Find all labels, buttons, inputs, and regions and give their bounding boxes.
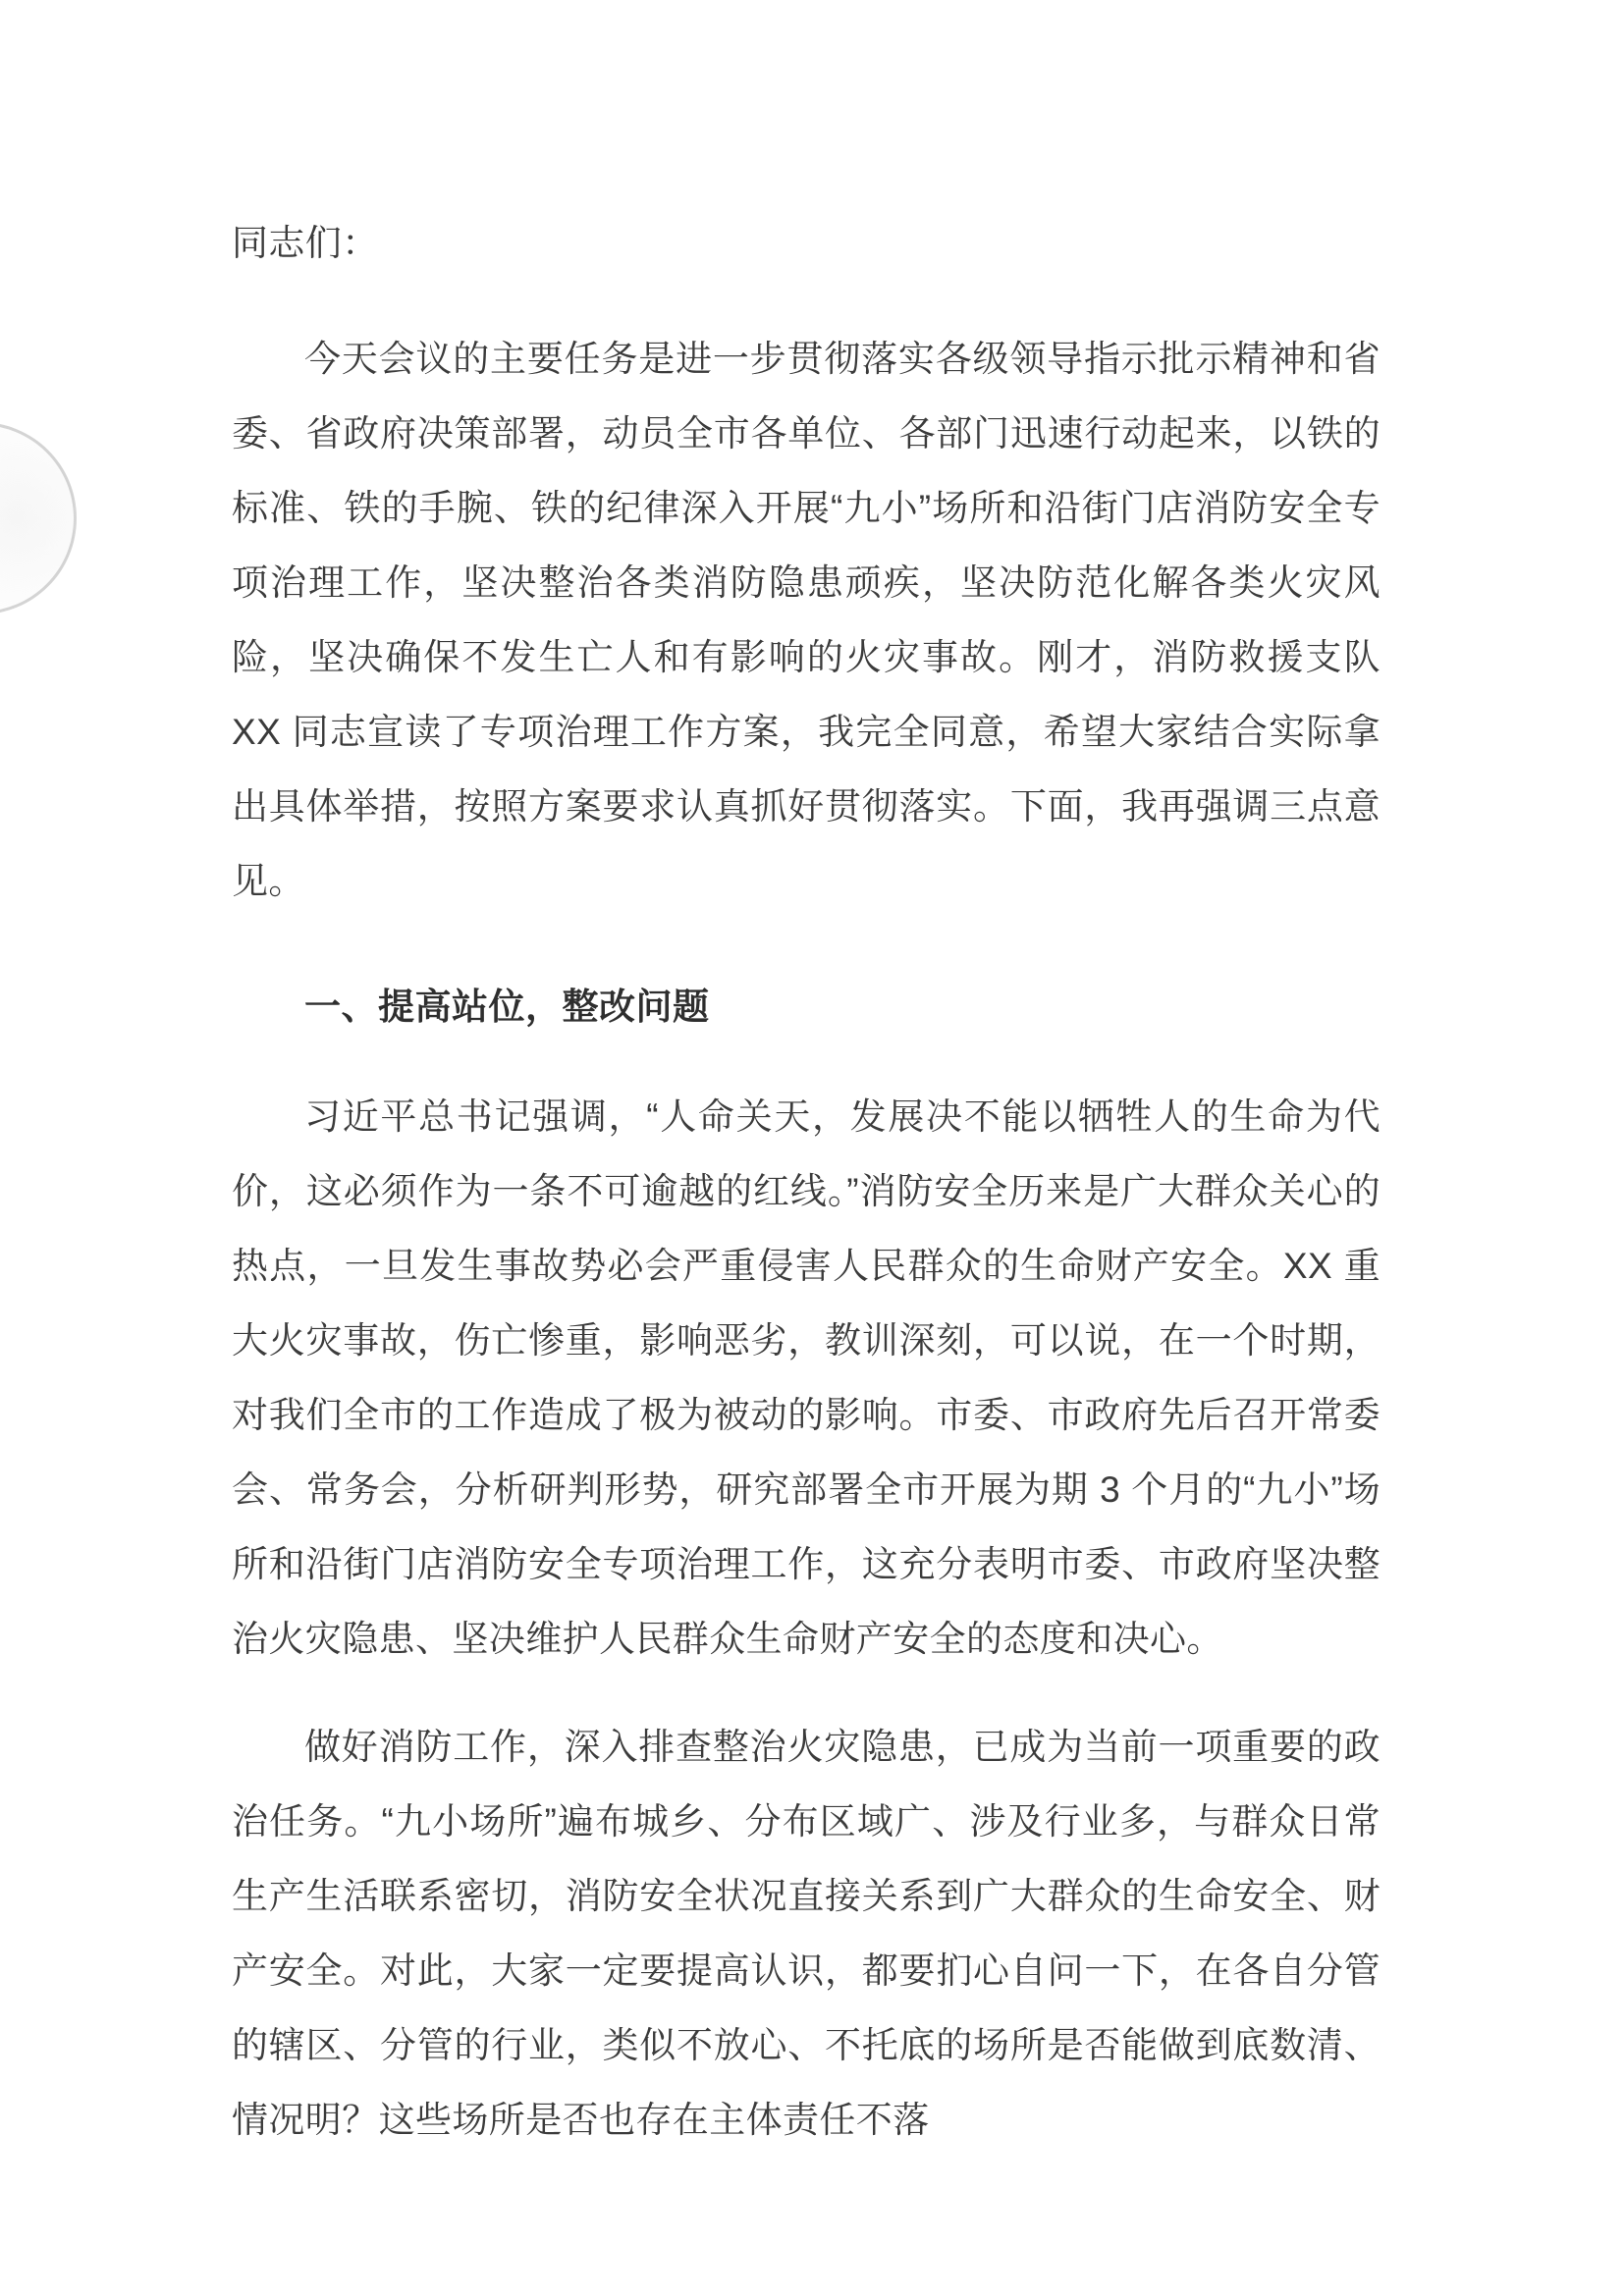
spacer (232, 1677, 1380, 1710)
spacer (232, 919, 1380, 970)
opening-paragraph: 今天会议的主要任务是进一步贯彻落实各级领导指示批示精神和省委、省政府决策部署，动员全市各单位、各部门迅速行动起来，以铁的标准、铁的手腕、铁的纪律深入开展“九小”场所和沿街门店消防安全专项治理工作，坚决整治各类消防隐患顽疾，坚决防范化解各类火灾风险，坚决确保不发生亡人和有影响的火灾事故。刚才，消防救援支队 XX 同志宣读了专项治理工作方案，我完全同意，希望大家结合实际拿出具体举措，按照方案要求认真抓好贯彻落实。下面，我再强调三点意见。 (232, 339, 1380, 901)
spacer (232, 289, 1380, 322)
salutation: 同志们： (232, 223, 379, 263)
scan-artifact-circle (0, 422, 77, 614)
section-heading-one: 一、提高站位，整改问题 (304, 987, 710, 1027)
document-body (232, 206, 1380, 2158)
section-paragraph-1: 习近平总书记强调，“人命关天，发展决不能以牺牲人的生命为代价，这必须作为一条不可逾越的红线。”消防安全历来是广大群众关心的热点，一旦发生事故势必会严重侵害人民群众的生命财产安全。XX 重大火灾事故，伤亡惨重，影响恶劣，教训深刻，可以说，在一个时期，对我们全市的工作造成了极为被动的影响。市委、市政府先后召开常委会、常务会，分析研判形势，研究部署全市开展为期 3 个月的“九小”场所和沿街门店消防安全专项治理工作，这充分表明市委、市政府坚决整治火灾隐患、坚决维护人民群众生命财产安全的态度和决心。 (232, 1096, 1380, 1659)
section-paragraph-2: 做好消防工作，深入排查整治火灾隐患，已成为当前一项重要的政治任务。“九小场所”遍布城乡、分布区域广、涉及行业多，与群众日常生产生活联系密切，消防安全状况直接关系到广大群众的生命安全、财产安全。对此，大家一定要提高认识，都要扪心自问一下，在各自分管的辖区、分管的行业，类似不放心、不托底的场所是否能做到底数清、情况明？这些场所是否也存在主体责任不落 (232, 1727, 1380, 2140)
spacer (232, 1044, 1380, 1080)
